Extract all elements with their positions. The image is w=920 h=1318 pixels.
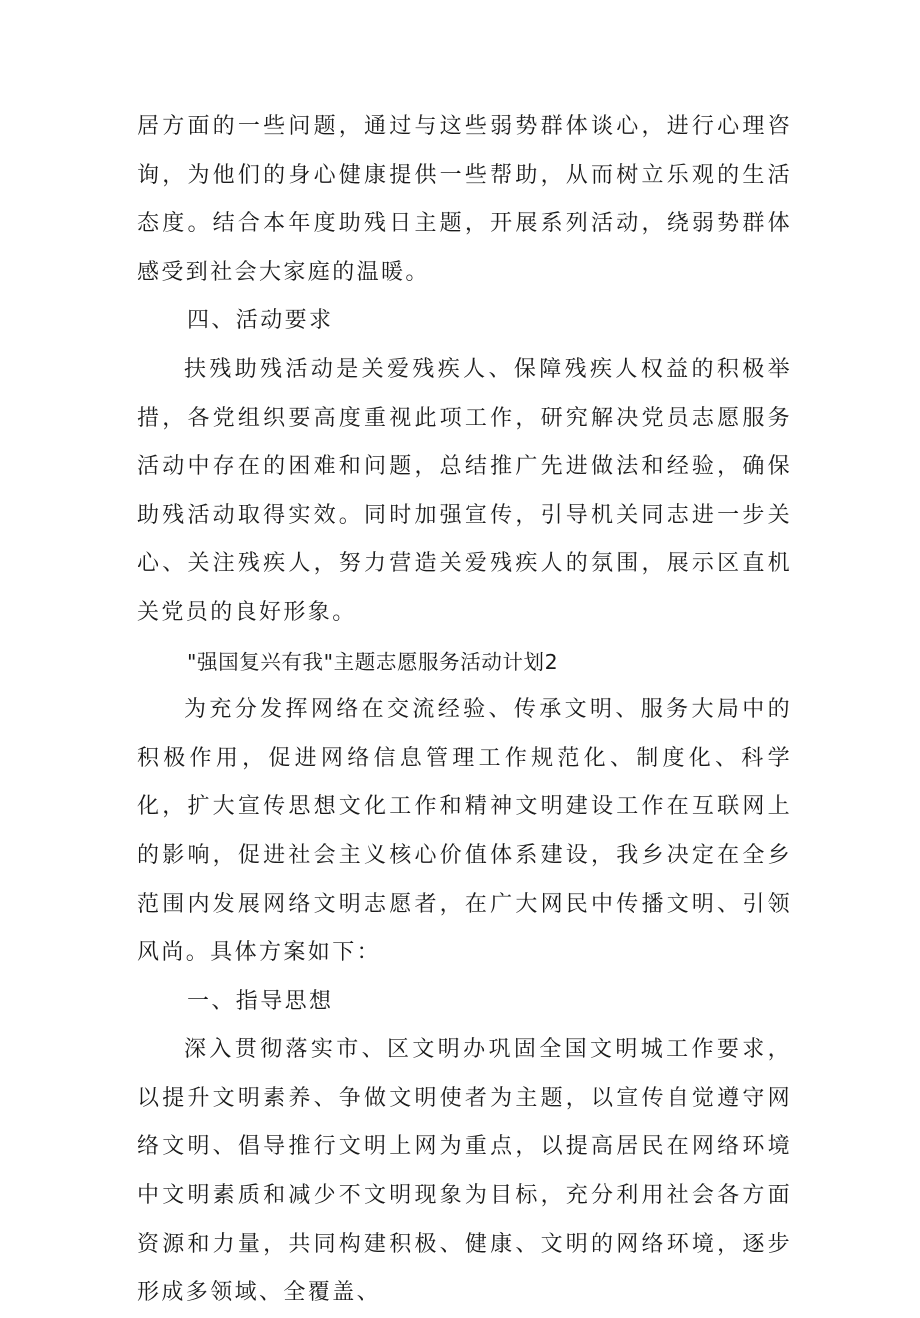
paragraph-guiding-thought: 深入贯彻落实市、区文明办巩固全国文明城工作要求，以提升文明素养、争做文明使者为主题，以宣传自觉遵守网络文明、倡导推行文明上网为重点，以提高居民在网络环境中文明素质和减少不文明现象为目标，充分利用社会各方面资源和力量，共同构建积极、健康、文明的网络环境，逐步形成多领域、全覆盖、 [137, 1037, 792, 1306]
paragraph-continued: 居方面的一些问题，通过与这些弱势群体谈心，进行心理咨询，为他们的身心健康提供一些帮助，从而树立乐观的生活态度。结合本年度助残日主题，开展系列活动，绕弱势群体感受到社会大家庭的温暖。 [137, 114, 792, 285]
document-body [137, 103, 792, 1318]
section-heading-requirements: 四、活动要求 [187, 308, 334, 334]
document-subtitle: "强国复兴有我"主题志愿服务活动计划2 [187, 649, 559, 674]
paragraph-intro: 为充分发挥网络在交流经验、传承文明、服务大局中的积极作用，促进网络信息管理工作规范化、制度化、科学化，扩大宣传思想文化工作和精神文明建设工作在互联网上的影响，促进社会主义核心价值体系建设，我乡决定在全乡范围内发展网络文明志愿者，在广大网民中传播文明、引领风尚。具体方案如下： [137, 697, 792, 966]
paragraph-requirements: 扶残助残活动是关爱残疾人、保障残疾人权益的积极举措，各党组织要高度重视此项工作，研究解决党员志愿服务活动中存在的困难和问题，总结推广先进做法和经验，确保助残活动取得实效。同时加强宣传，引导机关同志进一步关心、关注残疾人，努力营造关爱残疾人的氛围，展示区直机关党员的良好形象。 [137, 356, 792, 625]
section-heading-guiding-thought: 一、指导思想 [187, 988, 334, 1014]
